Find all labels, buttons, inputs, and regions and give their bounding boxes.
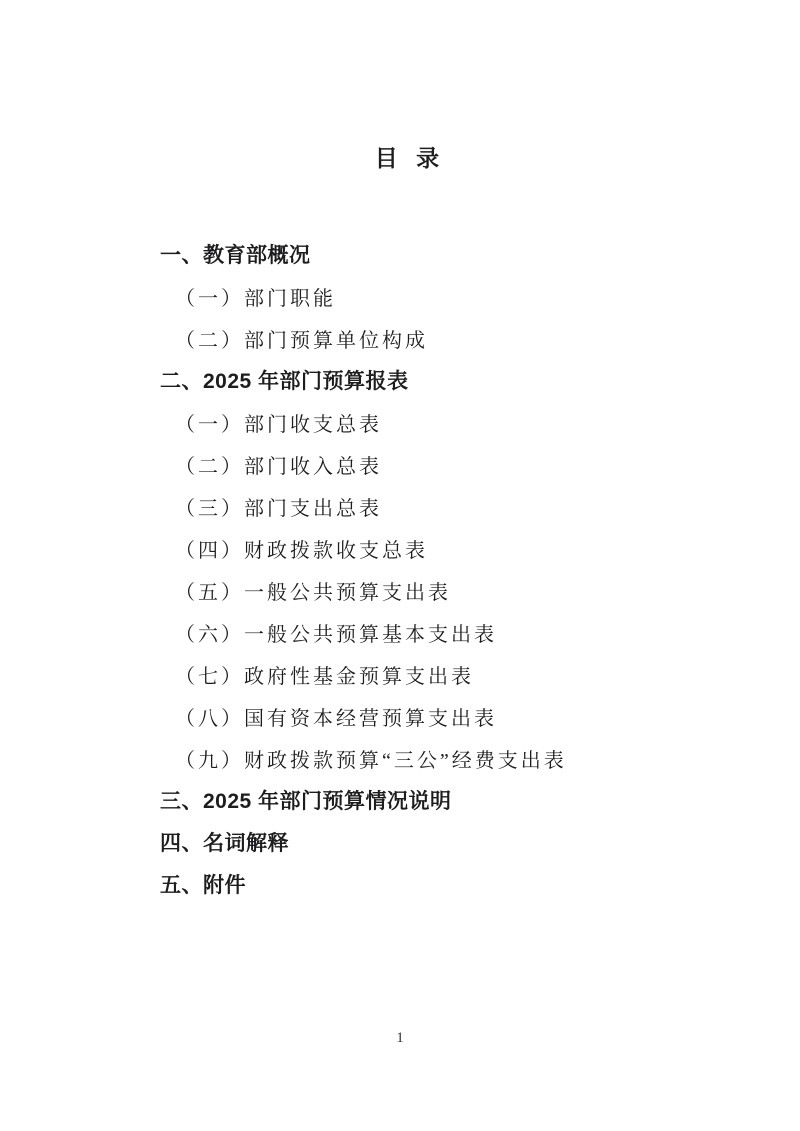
toc-heading: 三、2025 年部门预算情况说明 (160, 790, 452, 813)
toc-subitem: （四）财政拨款收支总表 (175, 539, 428, 562)
toc-subitem: （八）国有资本经营预算支出表 (175, 707, 497, 730)
page-number: 1 (396, 1030, 404, 1046)
page-title: 目 录 (374, 145, 446, 171)
toc-subitem: （七）政府性基金预算支出表 (175, 665, 474, 688)
toc-subitem: （二）部门收入总表 (175, 455, 382, 478)
toc-subitem: （九）财政拨款预算“三公”经费支出表 (175, 749, 567, 772)
toc-subitem: （一）部门职能 (175, 287, 336, 310)
toc-subitem: （三）部门支出总表 (175, 497, 382, 520)
toc-heading: 四、名词解释 (160, 832, 289, 855)
toc-heading: 一、教育部概况 (160, 244, 311, 267)
toc-subitem: （一）部门收支总表 (175, 413, 382, 436)
toc-subitem: （二）部门预算单位构成 (175, 329, 428, 352)
toc-heading: 二、2025 年部门预算报表 (160, 370, 409, 393)
toc-subitem: （五）一般公共预算支出表 (175, 581, 451, 604)
toc-subitem: （六）一般公共预算基本支出表 (175, 623, 497, 646)
toc-heading: 五、附件 (160, 874, 246, 897)
table-of-contents (0, 233, 800, 905)
